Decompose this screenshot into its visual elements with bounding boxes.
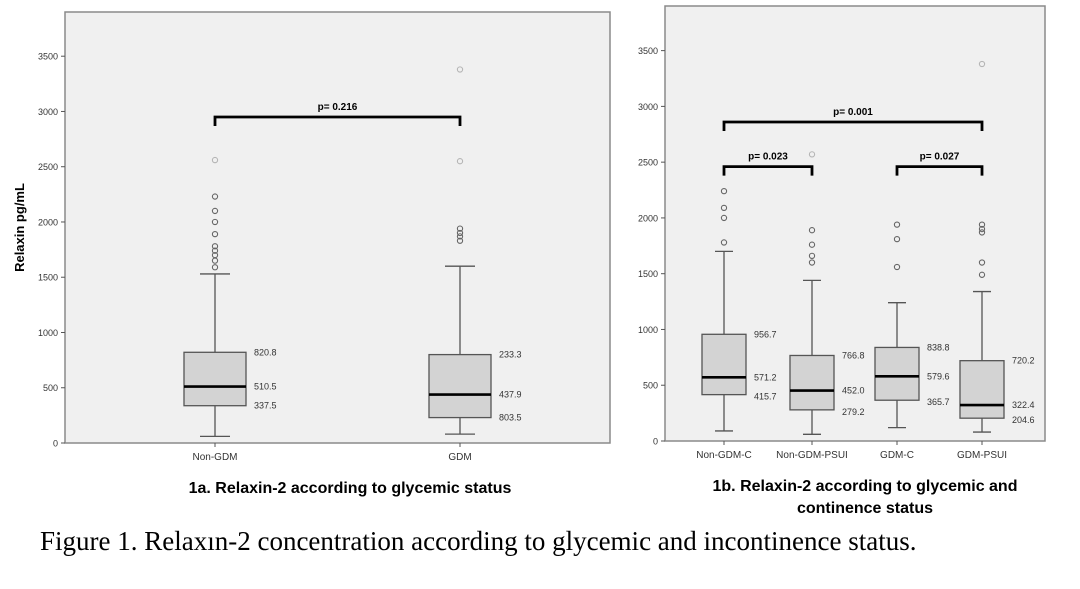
y-tick-label: 3000 — [637, 101, 658, 112]
figure-caption: Figure 1. Relaxın-2 concentration according to glycemic and incontinence status. — [40, 526, 917, 556]
label-median: 510.5 — [254, 381, 277, 392]
panel-b-caption — [660, 476, 1070, 520]
box-iqr — [184, 352, 246, 405]
p-value-label: p= 0.027 — [919, 151, 960, 163]
y-tick-label: 2000 — [637, 213, 658, 224]
box-iqr — [702, 334, 746, 394]
p-value-label: p= 0.023 — [748, 151, 788, 163]
y-tick-label: 500 — [642, 380, 658, 391]
y-tick-label: 1500 — [637, 269, 658, 280]
panel-b-caption-line-2: continence status — [796, 500, 934, 517]
y-tick-label: 3500 — [637, 46, 658, 57]
x-tick-label: Non-GDM-C — [696, 450, 752, 461]
x-tick-label: Non-GDM-PSUI — [776, 450, 848, 461]
label-median: 322.4 — [1012, 400, 1035, 411]
box-iqr — [875, 347, 919, 400]
label-q3: 956.7 — [754, 329, 777, 340]
y-tick-label: 3000 — [37, 106, 58, 117]
label-q1: 337.5 — [254, 400, 277, 411]
p-value-label: p= 0.216 — [317, 101, 358, 113]
x-tick-label: GDM — [448, 452, 472, 463]
p-value-label: p= 0.001 — [833, 107, 873, 118]
label-median: 571.2 — [754, 372, 777, 383]
y-tick-label: 500 — [42, 383, 58, 394]
y-tick-label: 2500 — [637, 157, 658, 168]
x-tick-label: GDM-C — [880, 450, 914, 461]
label-median: 579.6 — [927, 371, 950, 382]
y-tick-label: 1500 — [37, 272, 58, 283]
plot-area — [65, 12, 610, 443]
chart-panel-a — [0, 0, 620, 470]
label-q1: 803.5 — [499, 412, 522, 423]
y-tick-label: 2000 — [37, 217, 58, 228]
label-median: 437.9 — [499, 389, 522, 400]
box-iqr — [790, 355, 834, 409]
y-tick-label: 0 — [52, 438, 58, 449]
label-q1: 204.6 — [1012, 415, 1035, 426]
label-q3: 766.8 — [842, 350, 865, 361]
label-q3: 838.8 — [927, 342, 950, 353]
label-q3: 233.3 — [499, 349, 522, 360]
label-q1: 279.2 — [842, 406, 865, 417]
label-q1: 365.7 — [927, 397, 950, 408]
box-iqr — [960, 361, 1004, 419]
y-tick-label: 2500 — [37, 162, 58, 173]
y-tick-label: 0 — [652, 436, 658, 447]
label-q1: 415.7 — [754, 391, 777, 402]
box-iqr — [429, 355, 491, 418]
y-axis-title: Relaxin pg/mL — [12, 183, 27, 272]
label-q3: 820.8 — [254, 347, 277, 358]
panel-a-caption: 1a. Relaxin-2 according to glycemic status — [188, 480, 512, 497]
chart-panel-b — [625, 0, 1080, 470]
y-tick-label: 1000 — [37, 327, 58, 338]
y-tick-label: 1000 — [637, 324, 658, 335]
label-q3: 720.2 — [1012, 355, 1035, 366]
panel-b-caption-line-1: 1b. Relaxin-2 according to glycemic and — [712, 478, 1018, 495]
x-tick-label: Non-GDM — [192, 452, 238, 463]
label-median: 452.0 — [842, 385, 865, 396]
x-tick-label: GDM-PSUI — [957, 450, 1007, 461]
y-tick-label: 3500 — [37, 51, 58, 62]
